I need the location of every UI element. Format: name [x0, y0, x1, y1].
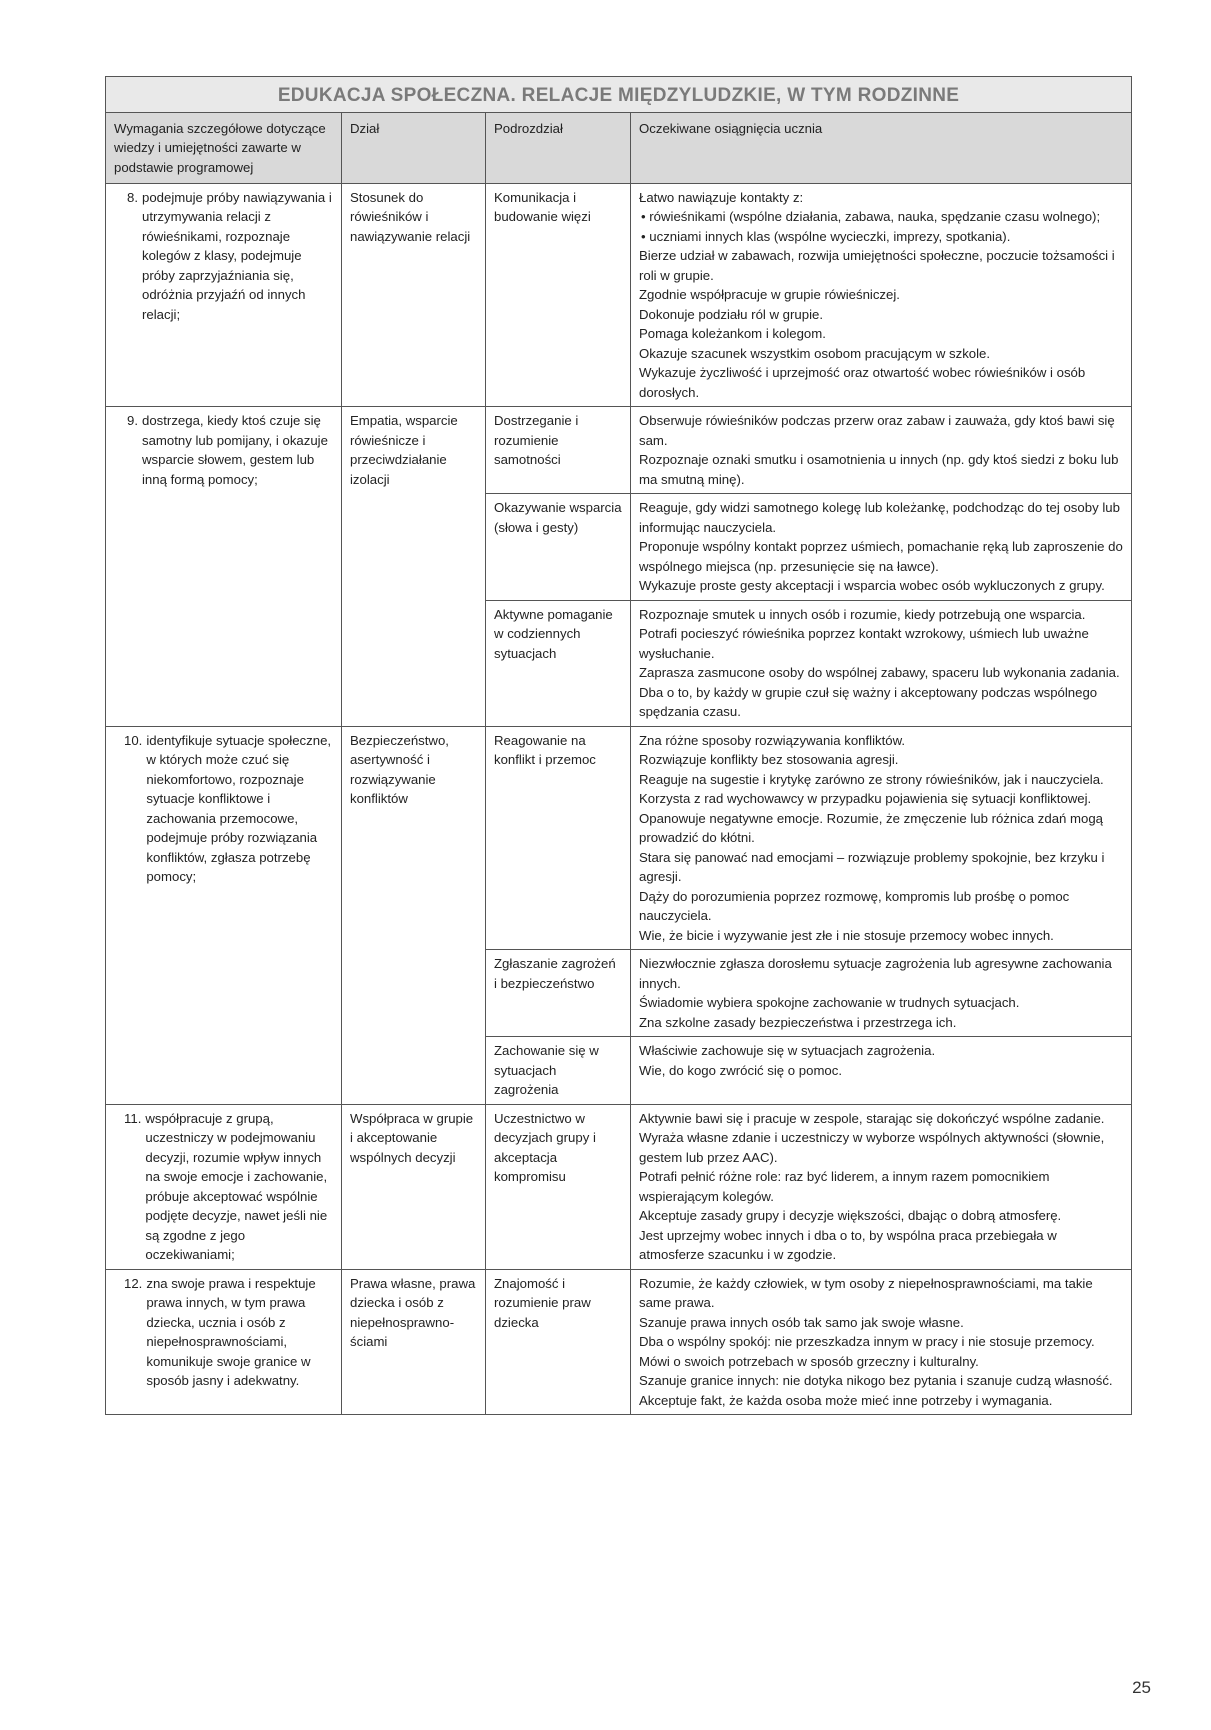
requirement-text: zna swoje prawa i respektuje prawa innych, w tym prawa dziecka, ucznia i osób z niepełnosprawnościami, komunikuje swoje granice w sposób jasny i adekwatny. [146, 1275, 316, 1388]
outcome-line: Dba o wspólny spokój: nie przeszkadza innym w pracy i nie stosuje przemocy. [639, 1334, 1095, 1349]
requirement-text: identyfikuje sytuacje społeczne, w których może czuć się niekomfortowo, rozpoznaje sytuacje konfliktowe i zachowania przemocowe, podejmuje próby rozwiązania konfliktów, zgłasza potrzebę pomocy; [146, 732, 332, 884]
table-row [106, 1269, 1132, 1415]
requirements-table [105, 76, 1132, 1415]
header-requirements: Wymagania szczegółowe dotyczące wiedzy i umiejętności zawarte w podstawie programowej [106, 112, 342, 183]
outcome-line: Rozpoznaje oznaki smutku i osamotnienia u innych (np. gdy ktoś siedzi z boku lub ma smutną minę). [639, 452, 1119, 487]
requirement-number: 12. [124, 1275, 143, 1291]
outcome-line: Niezwłocznie zgłasza dorosłemu sytuacje zagrożenia lub agresywne zachowania innych. [639, 956, 1112, 991]
outcomes-cell [631, 183, 1132, 407]
subsection-cell: Aktywne pomaganie w codziennych sytuacjach [486, 600, 631, 726]
outcome-line: Korzysta z rad wychowawcy w przypadku pojawienia się sytuacji konfliktowej. [639, 791, 1092, 806]
table-row [106, 726, 1132, 950]
outcome-line: Wie, do kogo zwrócić się o pomoc. [639, 1062, 843, 1078]
header-outcomes: Oczekiwane osiągnięcia ucznia [631, 112, 1132, 183]
subsection-cell: Komunikacja i budowanie więzi [486, 183, 631, 407]
outcome-line: Pomaga koleżankom i kolegom. [639, 326, 826, 341]
outcome-line: Proponuje wspólny kontakt poprzez uśmiech, pomachanie ręką lub zaproszenie do wspólnego miejsca (np. przesunięcie się na ławce). [639, 539, 1123, 574]
outcome-line: Rozpoznaje smutek u innych osób i rozumie, kiedy potrzebują one wsparcia. [639, 606, 1086, 622]
outcome-line: Świadomie wybiera spokojne zachowanie w trudnych sytuacjach. [639, 995, 1020, 1010]
outcomes-cell [631, 1104, 1132, 1269]
outcome-line: Potrafi pocieszyć rówieśnika poprzez kontakt wzrokowy, uśmiech lub uważne wysłuchanie. [639, 626, 1089, 661]
subsection-cell: Dostrzeganie i rozumienie samotności [486, 407, 631, 494]
section-cell: Prawa własne, prawa dziecka i osób z niepełnosprawno-ściami [342, 1269, 486, 1415]
outcome-line: Akceptuje fakt, że każda osoba może mieć inne potrzeby i wymagania. [639, 1392, 1053, 1408]
outcome-line: Dąży do porozumienia poprzez rozmowę, kompromis lub prośbę o pomoc nauczyciela. [639, 888, 1070, 923]
header-subsection: Podrozdział [486, 112, 631, 183]
outcome-line: Łatwo nawiązuje kontakty z: [639, 189, 804, 205]
outcome-line: Wykazuje proste gesty akceptacji i wsparcia wobec osób wykluczonych z grupy. [639, 578, 1105, 593]
outcomes-cell [631, 1037, 1132, 1105]
subsection-cell: Uczestnictwo w decyzjach grupy i akceptacja kompromisu [486, 1104, 631, 1269]
subsection-cell: Reagowanie na konflikt i przemoc [486, 726, 631, 950]
outcome-line: Właściwie zachowuje się w sytuacjach zagrożenia. [639, 1043, 936, 1058]
outcomes-cell [631, 600, 1132, 726]
outcome-line: • uczniami innych klas (wspólne wycieczki, imprezy, spotkania). [641, 228, 1011, 244]
outcome-line: Wie, że bicie i wyzywanie jest złe i nie stosuje przemocy wobec innych. [639, 927, 1054, 943]
outcome-line: Potrafi pełnić różne role: raz być liderem, a innym razem pomocnikiem wspierającym kolegów. [639, 1169, 1050, 1204]
outcomes-cell [631, 494, 1132, 601]
outcome-line: Wykazuje życzliwość i uprzejmość oraz otwartość wobec rówieśników i osób dorosłych. [639, 365, 1086, 400]
outcome-line: Zna szkolne zasady bezpieczeństwa i przestrzega ich. [639, 1014, 957, 1030]
requirement-cell [106, 183, 342, 407]
outcome-line: Okazuje szacunek wszystkim osobom pracującym w szkole. [639, 345, 991, 361]
table-row [106, 1104, 1132, 1269]
outcome-line: Wyraża własne zdanie i uczestniczy w wyborze wspólnych aktywności (słownie, gestem lub przez AAC). [639, 1130, 1105, 1165]
outcomes-cell [631, 726, 1132, 950]
requirement-text: dostrzega, kiedy ktoś czuje się samotny lub pomijany, i okazuje wsparcie słowem, gestem lub inną formą pomocy; [142, 413, 328, 487]
outcome-line: Aktywnie bawi się i pracuje w zespole, starając się dokończyć wspólne zadanie. [639, 1110, 1105, 1126]
outcomes-cell [631, 407, 1132, 494]
subsection-cell: Zgłaszanie zagrożeń i bezpieczeństwo [486, 950, 631, 1037]
requirement-cell [106, 407, 342, 727]
outcome-line: Zaprasza zasmucone osoby do wspólnej zabawy, spaceru lub wykonania zadania. [639, 665, 1120, 680]
table-row [106, 183, 1132, 407]
outcomes-cell [631, 1269, 1132, 1415]
outcome-line: Obserwuje rówieśników podczas przerw oraz zabaw i zauważa, gdy ktoś bawi się sam. [639, 413, 1115, 448]
outcome-line: Dba o to, by każdy w grupie czuł się ważny i akceptowany podczas wspólnego spędzania czasu. [639, 684, 1098, 719]
outcome-line: Mówi o swoich potrzebach w sposób grzeczny i kulturalny. [639, 1353, 979, 1369]
outcome-line: Szanuje prawa innych osób tak samo jak swoje własne. [639, 1314, 964, 1330]
requirement-number: 11. [124, 1110, 142, 1126]
table-title: EDUKACJA SPOŁECZNA. RELACJE MIĘDZYLUDZKIE, W TYM RODZINNE [106, 77, 1132, 113]
header-section: Dział [342, 112, 486, 183]
requirement-number: 10. [124, 732, 143, 748]
outcome-line: Jest uprzejmy wobec innych i dba o to, by wspólna praca przebiegała w atmosferze szacunku i w zgodzie. [639, 1227, 1057, 1262]
outcome-line: Szanuje granice innych: nie dotyka nikogo bez pytania i szanuje cudzą własność. [639, 1373, 1113, 1388]
subsection-cell: Znajomość i rozumienie praw dziecka [486, 1269, 631, 1415]
page-number: 25 [1132, 1678, 1151, 1697]
requirement-number: 9. [127, 413, 138, 428]
section-cell: Współpraca w grupie i akceptowanie wspólnych decyzji [342, 1104, 486, 1269]
outcome-line: Zgodnie współpracuje w grupie rówieśniczej. [639, 287, 900, 302]
outcome-line: Zna różne sposoby rozwiązywania konfliktów. [639, 732, 906, 748]
requirement-text: podejmuje próby nawiązywania i utrzymywania relacji z rówieśnikami, rozpoznaje kolegów z klasy, podejmuje próby zaprzyjaźniania się, odróżnia przyjaźń od innych relacji; [142, 189, 332, 322]
section-cell: Stosunek do rówieśników i nawiązywanie relacji [342, 183, 486, 407]
requirement-number: 8. [127, 189, 138, 205]
requirement-cell [106, 1269, 342, 1415]
outcome-line: Reaguje, gdy widzi samotnego kolegę lub koleżankę, podchodząc do tej osoby lub informując nauczyciela. [639, 500, 1120, 535]
requirement-text: współpracuje z grupą, uczestniczy w podejmowaniu decyzji, rozumie wpływ innych na swoje emocje i zachowanie, próbuje akceptować wspólnie podjęte decyzje, nawet jeśli nie są zgodne z jego oczekiwaniami; [145, 1110, 328, 1262]
outcome-line: Opanowuje negatywne emocje. Rozumie, że zmęczenie lub różnica zdań mogą prowadzić do kłótni. [639, 810, 1104, 845]
table-body [106, 183, 1132, 1415]
outcome-line: Rozwiązuje konflikty bez stosowania agresji. [639, 752, 899, 767]
section-cell: Empatia, wsparcie rówieśnicze i przeciwdziałanie izolacji [342, 407, 486, 727]
outcomes-cell [631, 950, 1132, 1037]
outcome-line: Akceptuje zasady grupy i decyzje większości, dbając o dobrą atmosferę. [639, 1208, 1062, 1223]
outcome-line: Reaguje na sugestie i krytykę zarówno ze strony rówieśników, jak i nauczyciela. [639, 771, 1104, 787]
section-cell: Bezpieczeństwo, asertywność i rozwiązywanie konfliktów [342, 726, 486, 1104]
requirement-cell [106, 726, 342, 1104]
outcome-line: Stara się panować nad emocjami – rozwiązuje problemy spokojnie, bez krzyku i agresji. [639, 849, 1105, 884]
outcome-line: Bierze udział w zabawach, rozwija umiejętności społeczne, poczucie tożsamości i roli w grupie. [639, 248, 1115, 283]
table-row [106, 407, 1132, 494]
outcome-line: Rozumie, że każdy człowiek, w tym osoby z niepełnosprawnościami, ma takie same prawa. [639, 1275, 1093, 1310]
outcome-line: Dokonuje podziału ról w grupie. [639, 306, 824, 322]
subsection-cell: Zachowanie się w sytuacjach zagrożenia [486, 1037, 631, 1105]
outcome-line: • rówieśnikami (wspólne działania, zabawa, nauka, spędzanie czasu wolnego); [641, 209, 1101, 224]
subsection-cell: Okazywanie wsparcia (słowa i gesty) [486, 494, 631, 601]
requirement-cell [106, 1104, 342, 1269]
